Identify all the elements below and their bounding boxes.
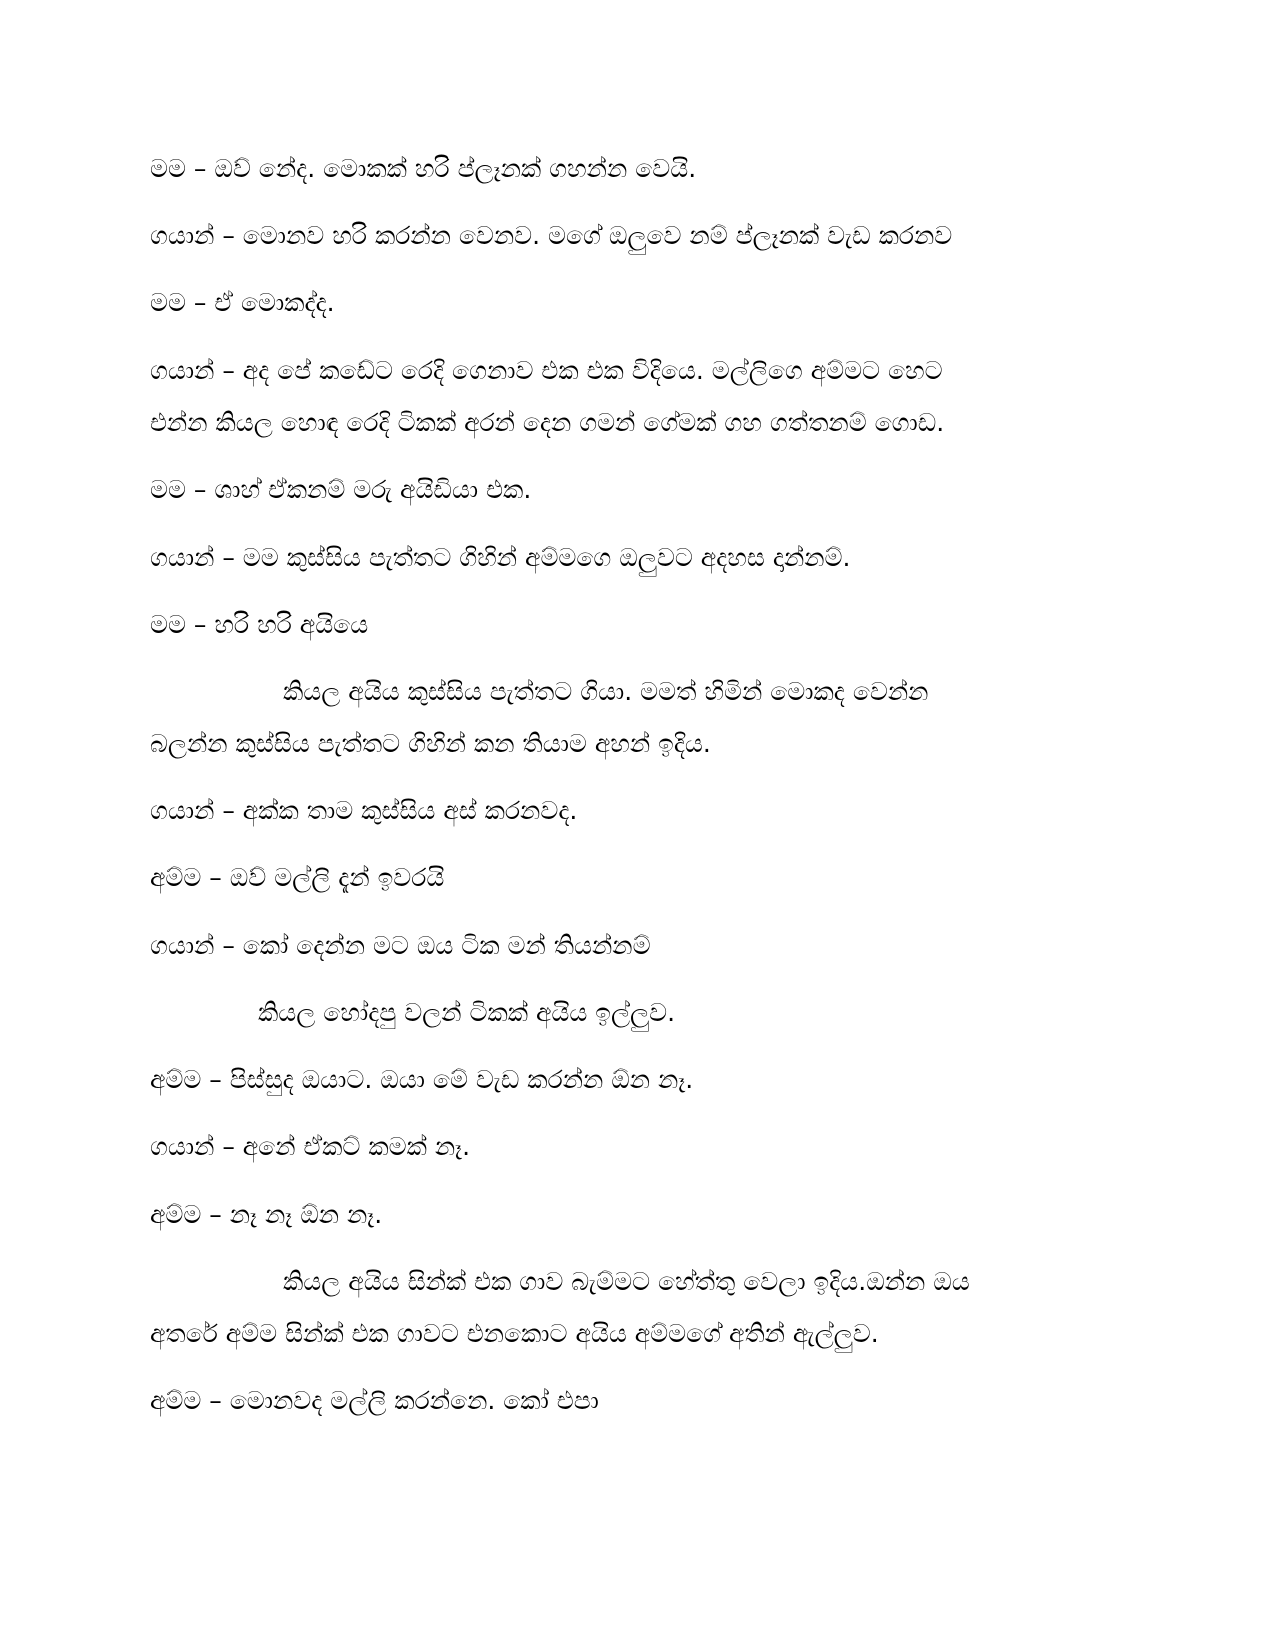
text-line: අම්ම – පිස්සුද ඔයාට. ඔයා මේ වැඩ කරන්න ඕන නෑ.: [150, 1065, 694, 1094]
text-line: ගයාන් – මොනව හරි කරන්න වෙනව. මගේ ඔලුවෙ නම් ප්ලෑනක් වැඩ කරනව: [150, 221, 953, 250]
text-line: ගයාන් – මම කුස්සිය පැත්තට ගිහින් අම්මගෙ ඔලුවට අදහස දාන්නම්.: [150, 543, 851, 572]
text-line: ගයාන් – අද පේ කඩේට රෙදි ගෙනාව එක එක විදියෙ. මල්ලිගෙ අම්මට හෙට: [150, 356, 943, 385]
text-line: ගයාන් – අනේ ඒකට් කමක් නෑ.: [150, 1132, 471, 1161]
text-line: මම – ශාහ් ඒකනම් මරු අයිඩියා එක.: [150, 475, 532, 504]
text-line: මම – ඒ මොකද්ද.: [150, 288, 335, 317]
text-line: අම්ම – නෑ නෑ ඕන නෑ.: [150, 1200, 383, 1229]
text-line: අතරේ අම්ම සින්ක් එක ගාවට එනකොට අයිය අම්මගේ අතින් ඇල්ලුව.: [150, 1319, 879, 1348]
text-line: අම්ම – මොනවද මල්ලි කරන්නෙ. කෝ එපා: [150, 1386, 599, 1415]
text-line: කියල හෝදපු වලන් ටිකක් අයිය ඉල්ලුව.: [258, 998, 676, 1027]
text-line: මම – හරි හරි අයියෙ: [150, 610, 369, 639]
text-line: එන්න කියල හොඳ රෙදි ටිකක් අරන් දෙන ගමන් ගේමක් ගහ ගත්තනම් ගොඩ.: [150, 408, 945, 437]
text-line: ගයාන් – අක්ක තාම කුස්සිය අස් කරනවද.: [150, 796, 578, 825]
text-line: කියල අයිය සින්ක් එක ගාව බැම්මට හේත්තු වෙලා ඉදිය.ඔන්න ඔය: [283, 1267, 970, 1296]
text-line: මම – ඔව් නේද. මොකක් හරි ප්ලෑනක් ගහන්න වෙයි.: [150, 154, 697, 183]
text-line: අම්ම – ඔව් මල්ලි දැන් ඉවරයි: [150, 863, 445, 892]
text-line: ගයාන් – කෝ දෙන්න මට ඔය ටික මන් තියන්නම්: [150, 931, 651, 960]
text-line: බලන්න කුස්සිය පැත්තට ගිහින් කන තියාම අහන් ඉදිය.: [150, 729, 711, 758]
text-line: කියල අයිය කුස්සිය පැත්තට ගියා. මමත් හිමින් මොකද වෙන්න: [283, 677, 929, 706]
